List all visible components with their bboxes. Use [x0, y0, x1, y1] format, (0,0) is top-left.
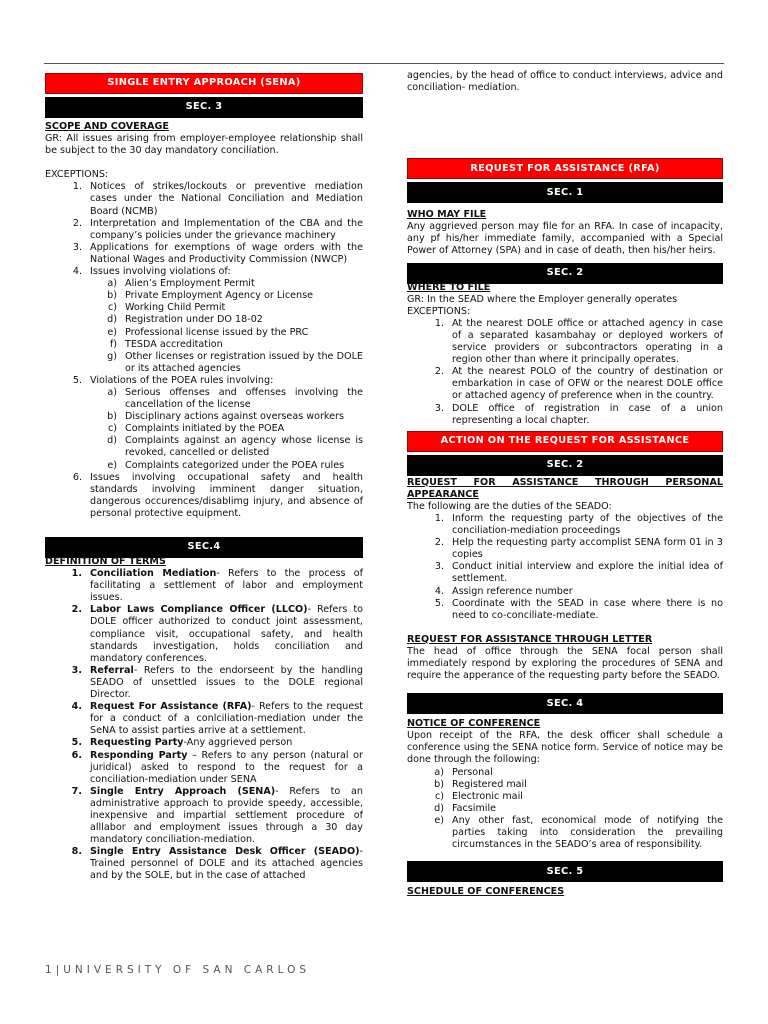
sec5-label: SEC. 5 [546, 865, 584, 877]
sec4-bar [407, 693, 723, 714]
list-item [45, 302, 363, 314]
item4-sublist [45, 278, 363, 375]
rfa-title: REQUEST FOR ASSISTANCE (RFA) [470, 162, 660, 174]
letter-text: The head of office through the SENA focal person shall immediately respond by exploring the procedures of SENA and require the apperance of the requesting party before the SEADO. [407, 645, 723, 682]
list-text: Serious offenses and offenses involving the cancellation of the license [125, 386, 363, 411]
term-name: Request For Assistance (RFA) [90, 701, 252, 713]
term-definition: - Refers to the request for a conduct of a conlciliation-mediation under the SeNA to assist parties arrive at a settlement. [90, 701, 363, 737]
action-title-bar [407, 431, 723, 452]
personal-heading: REQUEST FOR ASSISTANCE THROUGH PERSONAL APPEARANCE [407, 476, 723, 500]
header-rule [44, 63, 724, 64]
list-marker: f) [109, 338, 117, 350]
list-marker: 4. [71, 701, 82, 713]
list-marker: 3. [71, 664, 82, 676]
left-column [45, 70, 363, 883]
term-definition: - Refers to the process of facilitating a settlement of labor and employment issues. [90, 568, 363, 604]
list-marker: e) [107, 459, 117, 471]
list-item [45, 604, 363, 664]
list-item [407, 366, 723, 402]
list-text [90, 665, 363, 701]
list-marker: 3. [434, 561, 444, 573]
list-marker: d) [107, 314, 117, 326]
sec4-bar [45, 537, 363, 558]
term-name: Referral [90, 664, 134, 676]
list-marker: 1. [71, 568, 82, 580]
list-text: At the nearest POLO of the country of destination or embarkation in case of OFW or the nearest DOLE office or attached agency of preference when in the country. [452, 366, 723, 402]
list-text: Working Child Permit [125, 302, 226, 314]
list-text: Assign reference number [452, 585, 573, 597]
exceptions-label: EXCEPTIONS: [45, 169, 109, 181]
list-item [407, 537, 723, 561]
term-definition: -Any aggrieved person [183, 737, 293, 749]
letter-heading: REQUEST FOR ASSISTANCE THROUGH LETTER [407, 633, 653, 645]
duties-list [407, 513, 723, 622]
list-marker: 3. [72, 241, 82, 253]
list-marker: 1. [72, 181, 82, 193]
sec4-label: SEC. 4 [546, 697, 584, 709]
school-name: UNIVERSITY OF SAN CARLOS [63, 964, 311, 976]
list-marker: b) [434, 778, 444, 790]
term-name: Single Entry Assistance Desk Officer (SEADO) [90, 846, 360, 858]
term-name: Requesting Party [90, 737, 184, 749]
scope-text: GR: All issues arising from employer-employee relationship shall be subject to the 30 day mandatory conciliation. [45, 133, 363, 157]
list-text [90, 701, 363, 737]
list-item [407, 598, 723, 622]
sec2-action-bar [407, 455, 723, 476]
list-marker: 5. [434, 597, 444, 609]
list-marker: 2. [434, 366, 444, 378]
sec5-bar [407, 861, 723, 882]
list-item [45, 737, 363, 749]
term-definition: - Refers to DOLE officer authorized to conduct joint assessment, compliance visit, occupational safety, and health standards investigation, holds conciliation and mandatory conferences. [90, 604, 363, 664]
list-text: Registered mail [452, 778, 527, 790]
notice-heading: NOTICE OF CONFERENCE [407, 718, 541, 730]
list-marker: b) [107, 411, 117, 423]
personal-intro: The following are the duties of the SEADO: [407, 500, 612, 512]
list-item [45, 327, 363, 339]
list-marker: 2. [72, 217, 82, 229]
list-text: Help the requesting party accomplist SENA form 01 in 3 copies [452, 537, 723, 561]
list-text: At the nearest DOLE office or attached agency in case of a separated kasambahay or deployed workers of service providers or subcontractors operating in a region other than where it principally operates. [452, 317, 723, 366]
list-text: Conduct initial interview and explore the initial idea of settlement. [452, 561, 723, 585]
schedule-heading: SCHEDULE OF CONFERENCES [407, 886, 565, 898]
list-marker: c) [107, 423, 117, 435]
list-item [45, 278, 363, 290]
list-item [45, 314, 363, 326]
sec2-label: SEC. 2 [546, 267, 584, 279]
definitions-list [45, 568, 363, 882]
list-text [90, 846, 363, 882]
list-marker: d) [434, 802, 444, 814]
list-item [45, 387, 363, 411]
term-definition: - Trained personnel of DOLE and its attached agencies and by the SOLE, but in the case of attached [90, 846, 363, 882]
list-text: Professional license issued by the PRC [125, 326, 309, 338]
notice-text: Upon receipt of the RFA, the desk officer shall schedule a conference using the SENA notice form. Service of notice may be done through the following: [407, 730, 723, 766]
term-name: Responding Party [90, 749, 188, 761]
list-item [45, 846, 363, 882]
sec3-bar [45, 97, 363, 118]
term-definition: - Refers to an administrative approach to provide speedy, accessible, inexpensive and impartial settlement procedure of alllabor and employment issues through a 30 day mandatory conciliation-mediation. [90, 785, 364, 846]
term-name: Conciliation Mediation [90, 568, 217, 580]
list-item [407, 513, 723, 537]
list-item [407, 561, 723, 585]
list-item [45, 266, 363, 278]
sena-title-bar [45, 73, 363, 94]
list-item [45, 339, 363, 351]
definition-heading: DEFINITION OF TERMS [45, 556, 166, 567]
list-text [90, 604, 363, 664]
list-item [45, 242, 363, 266]
where-gr: GR: In the SEAD where the Employer generally operates [407, 293, 678, 305]
list-text: Electronic mail [452, 790, 523, 802]
list-marker: 7. [71, 785, 82, 797]
list-marker: a) [107, 278, 117, 290]
sec2-where-bar [407, 263, 723, 284]
list-marker: a) [107, 386, 117, 398]
exception-item: 6. Issues involving occupational safety and health standards involving imminent danger situation, dangerous occurences/disablimg injury, and absence of personal protective equipment. [72, 471, 363, 519]
list-marker: 2. [71, 604, 82, 616]
item5-sublist [45, 387, 363, 472]
list-item [407, 779, 723, 791]
list-item [407, 586, 723, 598]
list-item [407, 318, 723, 366]
list-text: Any other fast, economical mode of notifying the parties taking into consideration the prevailing circumstances in the SEADO’s area of responsibility. [452, 814, 723, 851]
list-text [90, 568, 363, 604]
sec3-label: SEC. 3 [185, 101, 223, 113]
page-number: 1 [45, 964, 56, 976]
list-item [45, 351, 363, 375]
action-title: ACTION ON THE REQUEST FOR ASSISTANCE [440, 435, 690, 447]
where-exceptions-label: EXCEPTIONS: [407, 305, 471, 317]
list-item [45, 701, 363, 737]
sena-title: SINGLE ENTRY APPROACH (SENA) [107, 77, 301, 89]
list-item [45, 786, 363, 846]
term-definition: - Refers to the endorseent by the handling SEADO of unsettled issues to the DOLE regional Director. [90, 664, 363, 701]
list-marker: e) [434, 814, 444, 826]
list-item [45, 290, 363, 302]
list-marker: 6. [71, 749, 82, 761]
list-text: Applications for exemptions of wage orders with the National Wages and Productivity Commission (NWCP) [90, 241, 363, 265]
page-footer: 1|UNIVERSITY OF SAN CARLOS [45, 964, 311, 976]
list-marker: 8. [71, 846, 82, 858]
list-text: Complaints initiated by the POEA [125, 423, 285, 435]
list-text: Coordinate with the SEAD in case where there is no need to co-conciliate-mediate. [452, 597, 723, 621]
list-item [407, 403, 723, 427]
list-marker: 2. [434, 537, 444, 549]
list-marker: b) [107, 290, 117, 302]
list-item [407, 803, 723, 815]
list-text: Complaints against an agency whose license is revoked, cancelled or delisted [125, 435, 363, 459]
list-marker: 1. [434, 512, 444, 524]
list-marker: 4. [434, 585, 444, 597]
list-text: Alien’s Employment Permit [125, 278, 255, 290]
right-column [407, 70, 723, 898]
list-item [45, 435, 363, 459]
list-item [45, 460, 363, 472]
list-text [90, 750, 363, 786]
list-text: DOLE office of registration in case of a union representing a local chapter. [452, 402, 723, 426]
sec4-label: SEC.4 [187, 541, 221, 553]
list-text: Interpretation and Implementation of the CBA and the company’s policies under the grievance machinery [90, 217, 363, 241]
list-text: Registration under DO 18-02 [125, 314, 263, 326]
continued-text: agencies, by the head of office to conduct interviews, advice and conciliation- mediation. [407, 70, 723, 94]
list-marker: 5. [71, 737, 82, 749]
list-item [45, 665, 363, 701]
list-text: Private Employment Agency or License [125, 290, 314, 302]
list-item [45, 218, 363, 242]
list-marker: d) [107, 435, 117, 447]
list-marker: 1. [434, 317, 444, 329]
who-heading: WHO MAY FILE [407, 209, 487, 221]
list-text: Facsimile [452, 802, 497, 814]
list-marker: c) [107, 302, 117, 314]
where-exceptions-list [407, 318, 723, 427]
list-text: Complaints categorized under the POEA rules [125, 459, 345, 471]
notice-modes-list [407, 767, 723, 852]
list-item [45, 750, 363, 786]
list-item [45, 411, 363, 423]
list-text [90, 737, 363, 749]
list-marker: e) [107, 326, 117, 338]
list-item [407, 791, 723, 803]
rfa-title-bar [407, 158, 723, 179]
list-marker: 4. [72, 266, 82, 278]
list-item [45, 423, 363, 435]
list-text: Issues involving violations of: [90, 266, 231, 278]
list-marker: g) [107, 350, 117, 362]
list-text: Inform the requesting party of the objectives of the conciliation-mediation proceedings [452, 512, 723, 537]
term-name: Labor Laws Compliance Officer (LLCO) [90, 604, 308, 616]
list-text: Other licenses or registration issued by the DOLE or its attached agencies [125, 350, 363, 374]
list-item [45, 181, 363, 217]
list-item [407, 767, 723, 779]
list-marker: c) [434, 790, 444, 802]
list-text: Disciplinary actions against overseas workers [125, 411, 344, 423]
list-item [45, 568, 363, 604]
list-text: TESDA accreditation [125, 338, 223, 350]
term-name: Single Entry Approach (SENA) [90, 785, 276, 797]
sec2-label: SEC. 2 [546, 459, 584, 471]
sec1-label: SEC. 1 [546, 186, 584, 198]
list-marker: a) [434, 766, 444, 778]
list-item [407, 815, 723, 851]
exception-item: 5. Violations of the POEA rules involving: [72, 374, 274, 386]
who-text: Any aggrieved person may file for an RFA. In case of incapacity, any pf his/her immediate family, accompanied with a Special Power of Attorney (SPA) and in case of death, then his/her heirs. [407, 221, 723, 257]
where-heading: WHERE TO FILE [407, 281, 491, 293]
sec1-bar [407, 182, 723, 203]
list-text: Notices of strikes/lockouts or preventive mediation cases under the National Conciliation and Mediation Board (NCMB) [90, 181, 363, 217]
scope-heading: SCOPE AND COVERAGE [45, 121, 169, 132]
term-definition: – Refers to any person (natural or juridical) asked to respond to the request for a conciliation-mediation under SENA [90, 749, 363, 785]
list-text: Personal [452, 766, 493, 778]
list-text [90, 786, 363, 846]
list-marker: 3. [434, 402, 444, 414]
exceptions-list [45, 181, 363, 278]
